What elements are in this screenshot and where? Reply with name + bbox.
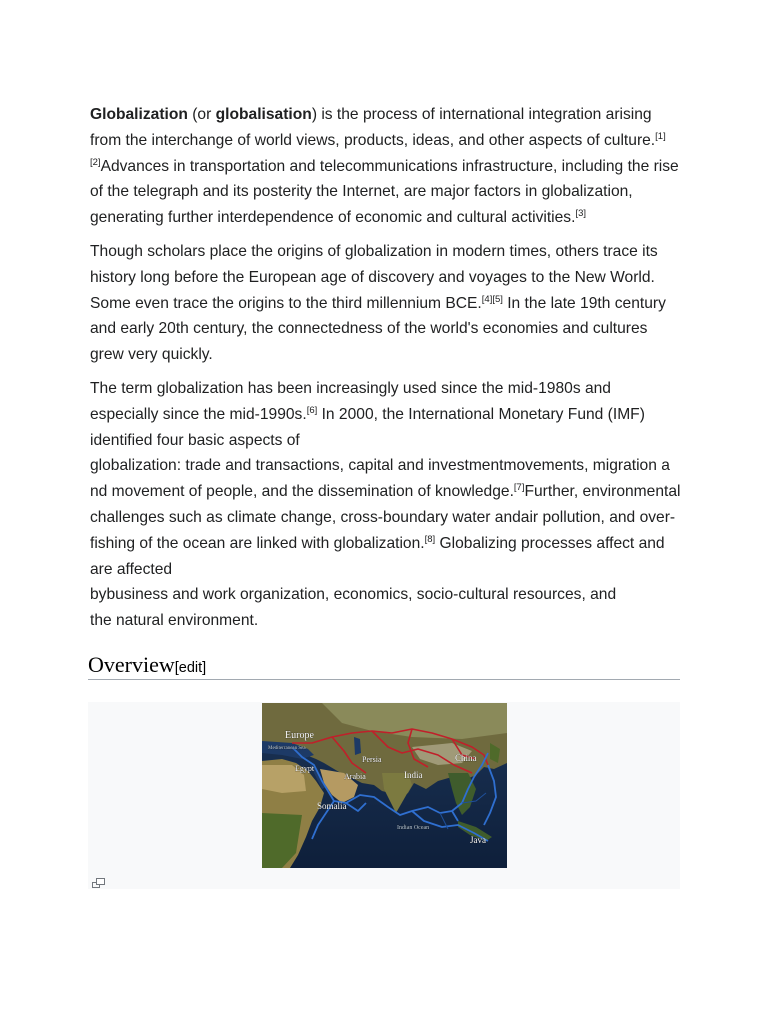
bold-term: Globalization bbox=[90, 106, 188, 123]
paragraph-3 bbox=[90, 376, 682, 634]
paragraph-1 bbox=[90, 102, 682, 231]
text-run: In 2000, the International Monetary Fund (IMF) identified four basic aspects of bbox=[90, 405, 645, 449]
article-body bbox=[90, 102, 682, 680]
section-title: Overview bbox=[88, 651, 175, 677]
text-run: Though scholars place the origins of globalization in modern times, others trace its history long before the European age of discovery and voyages to the New World. Some even trace the origins to the third millennium BCE. bbox=[90, 242, 658, 312]
silk-road-map[interactable] bbox=[262, 703, 507, 868]
label-java: Java bbox=[470, 835, 486, 845]
text-run: The term globalization has been increasingly used since the mid-1980s and especially since the mid-1990s. bbox=[90, 379, 611, 423]
label-persia: Persia bbox=[362, 755, 382, 764]
label-indian-ocean: Indian Ocean bbox=[397, 825, 430, 831]
label-india: India bbox=[404, 770, 423, 780]
label-somalia: Somalia bbox=[317, 801, 347, 811]
text-run: In the late 19th century and early 20th century, the connectedness of the world's economies and cultures grew very quickly. bbox=[90, 294, 666, 364]
text-run: Advances in transportation and telecommunications infrastructure, including the rise of the telegraph and its posterity the Internet, are major factors in globalization, generating further interdependence of economic and cultural activities. bbox=[90, 157, 679, 227]
citation-link[interactable]: [8] bbox=[424, 533, 436, 545]
citation-link[interactable]: [4][5] bbox=[481, 293, 503, 305]
label-mediterranean: Mediterranean Sea bbox=[268, 746, 306, 751]
citation-link[interactable]: [3] bbox=[575, 208, 586, 219]
text-run: ) is the process of international integration arising from the interchange of world views, products, ideas, and other aspects of culture. bbox=[90, 106, 656, 149]
citation-link[interactable]: [1][2] bbox=[90, 130, 666, 168]
text-run: the natural environment. bbox=[90, 612, 259, 630]
caspian-sea bbox=[354, 737, 361, 755]
text-run: (or bbox=[187, 106, 216, 123]
label-arabia: Arabia bbox=[344, 772, 366, 781]
enlarge-icon[interactable] bbox=[92, 878, 106, 889]
text-run: Further, environmental challenges such as climate change, cross-boundary water andair pollution, and over-fishing of the ocean are linked with globalization. bbox=[90, 483, 681, 552]
text-run: Globalizing processes affect and are affected bbox=[90, 534, 665, 578]
citation-link[interactable]: [6] bbox=[306, 404, 318, 416]
paragraph-2 bbox=[90, 239, 682, 368]
bold-term: globalisation bbox=[215, 106, 312, 123]
text-run: bybusiness and work organization, economics, socio-cultural resources, and bbox=[90, 586, 617, 604]
text-run: globalization: trade and transactions, capital and investmentmovements, migration a nd movement of people, and the dissemination of knowledge. bbox=[90, 457, 670, 501]
label-europe: Europe bbox=[285, 730, 314, 741]
label-egypt: Egypt bbox=[295, 764, 315, 773]
edit-link[interactable]: [edit] bbox=[174, 659, 207, 676]
label-china: China bbox=[455, 753, 477, 763]
citation-link[interactable]: [7] bbox=[513, 481, 525, 493]
section-heading-overview bbox=[88, 652, 680, 680]
